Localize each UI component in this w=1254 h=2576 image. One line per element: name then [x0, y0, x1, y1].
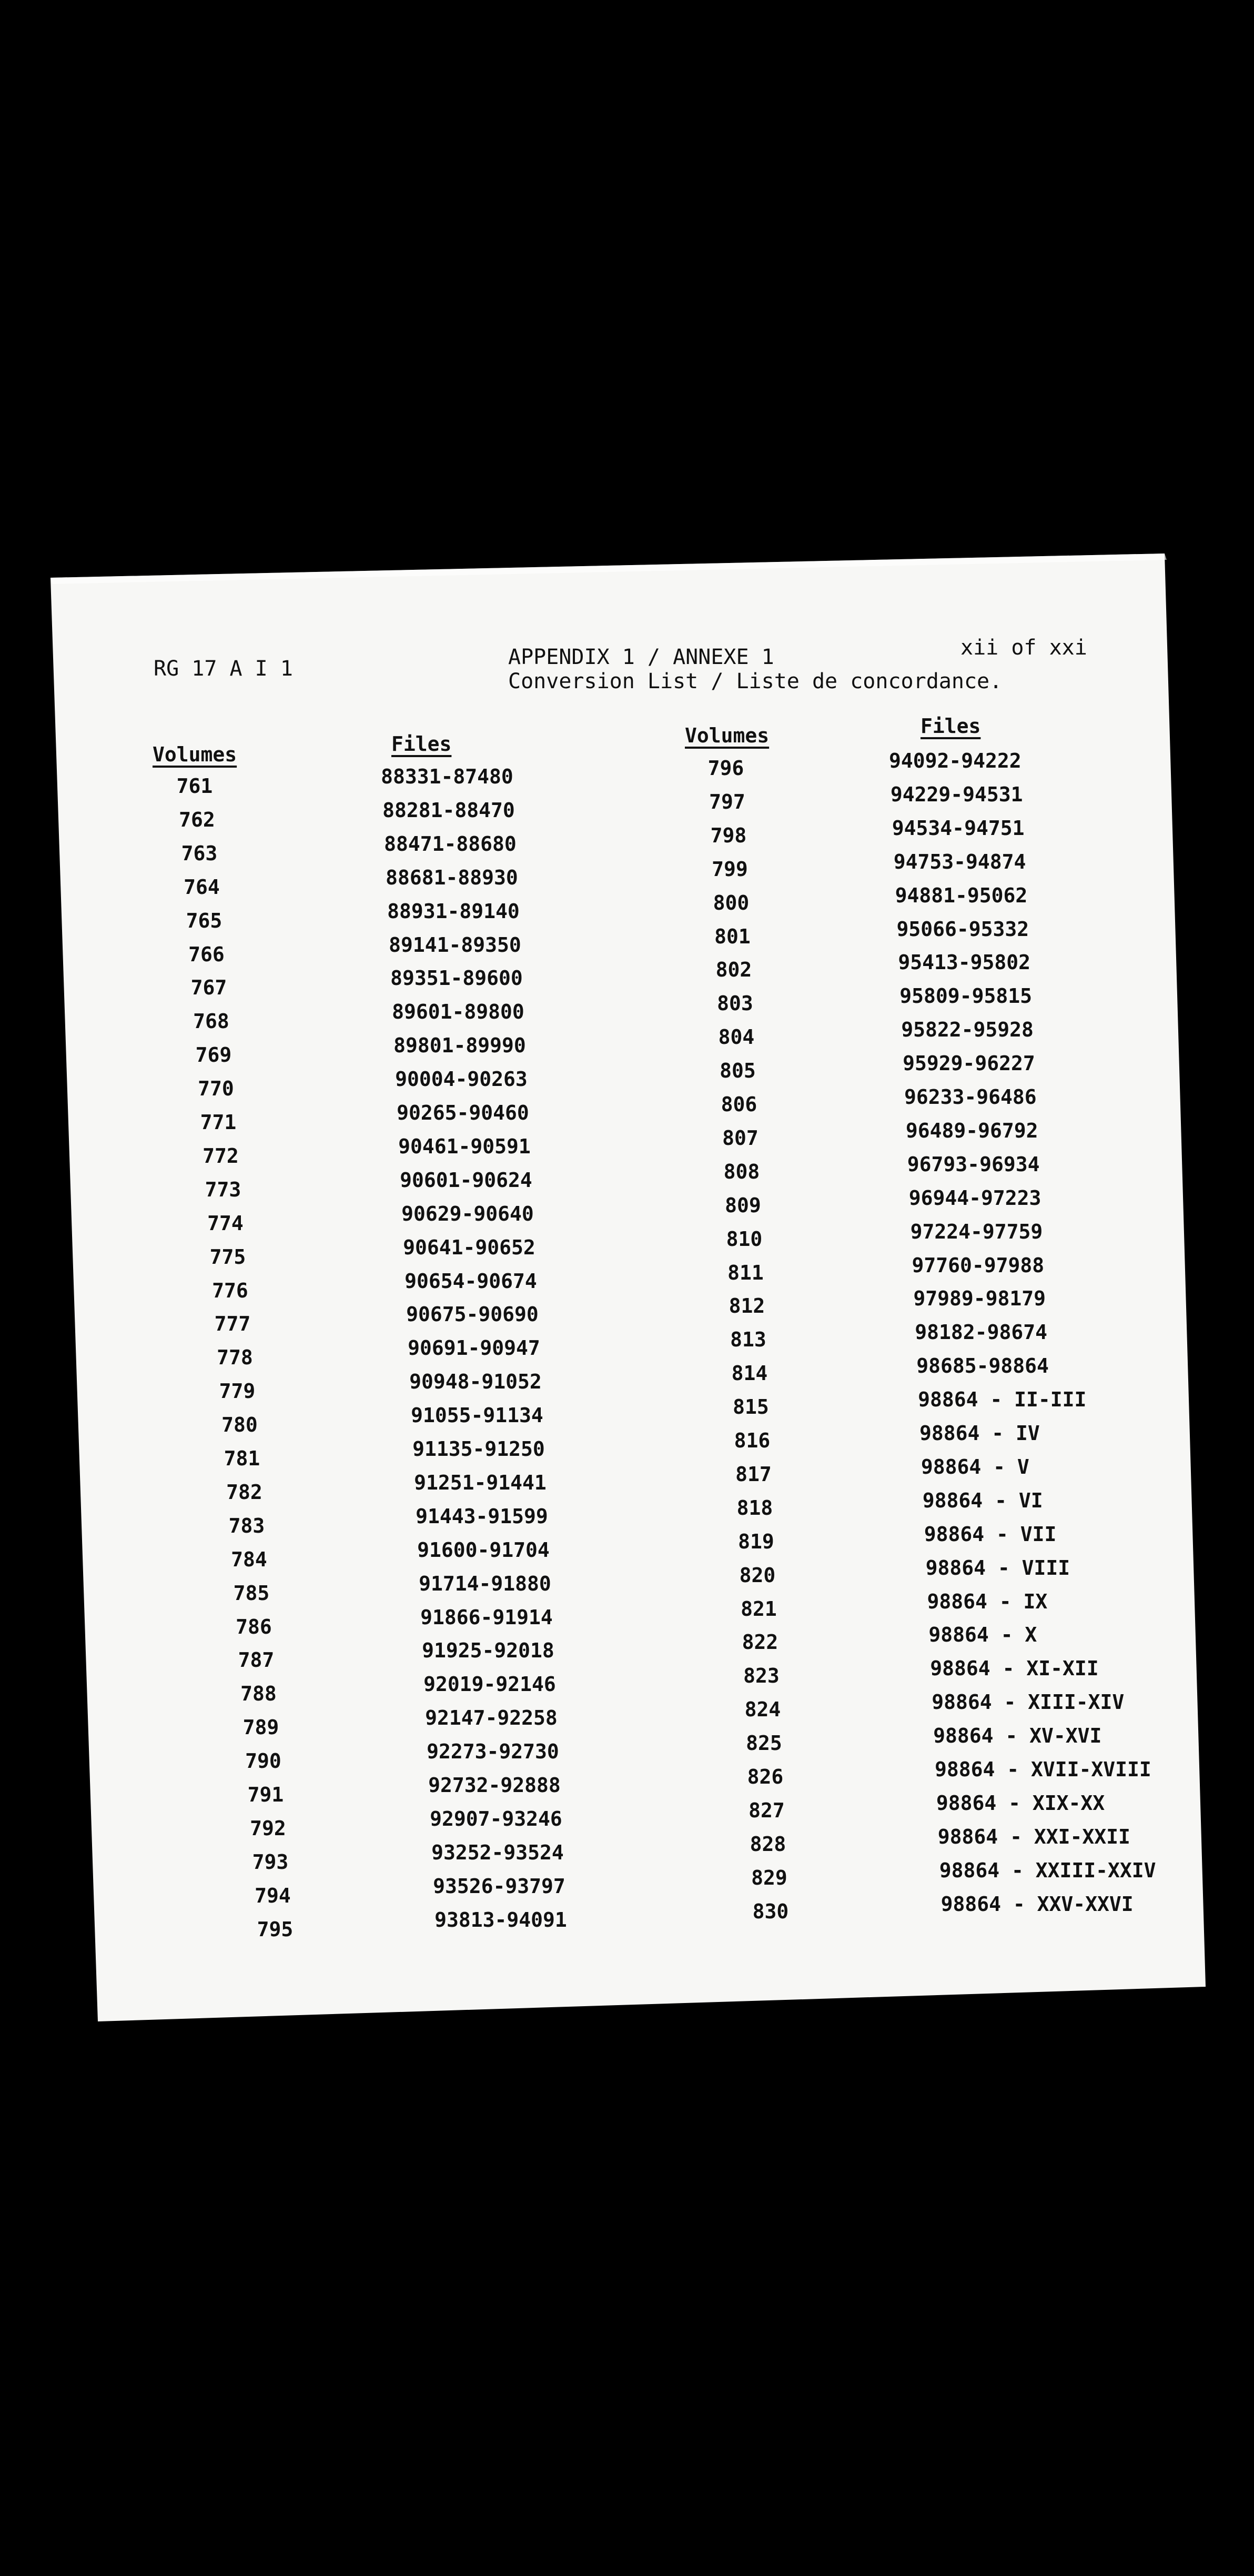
- file-range: 98864 - IX: [927, 1589, 1048, 1613]
- volume-number: 806: [721, 1093, 757, 1116]
- volume-number: 824: [744, 1698, 781, 1722]
- volume-number: 791: [247, 1783, 284, 1806]
- file-range: 91443-91599: [416, 1504, 548, 1528]
- file-range: 98864 - XIII-XIV: [932, 1690, 1125, 1714]
- file-range: 88331-87480: [381, 765, 513, 788]
- volume-number: 773: [205, 1178, 241, 1201]
- file-range: 89141-89350: [389, 933, 521, 957]
- volume-number: 767: [190, 976, 227, 1000]
- volume-number: 812: [729, 1294, 765, 1318]
- volume-number: 783: [228, 1514, 265, 1537]
- volume-number: 817: [735, 1462, 772, 1486]
- file-range: 98182-98674: [915, 1321, 1047, 1344]
- volume-number: 766: [188, 942, 225, 966]
- volume-number: 794: [255, 1884, 291, 1907]
- volume-number: 790: [245, 1749, 281, 1773]
- file-range: 90675-90690: [406, 1303, 539, 1326]
- volume-number: 819: [738, 1530, 774, 1553]
- volume-number: 781: [224, 1447, 260, 1470]
- volume-number: 825: [746, 1732, 782, 1755]
- volume-number: 775: [209, 1245, 246, 1269]
- volume-number: 792: [250, 1816, 286, 1840]
- right-files-header: Files: [921, 715, 981, 738]
- page-number: xii of xxi: [960, 636, 1087, 660]
- file-range: 95413-95802: [898, 951, 1031, 974]
- volume-number: 808: [723, 1160, 760, 1183]
- volume-number: 782: [226, 1480, 262, 1504]
- document-title: APPENDIX 1 / ANNEXE 1: [508, 645, 774, 669]
- file-range: 91714-91880: [419, 1572, 551, 1595]
- volume-number: 771: [200, 1111, 237, 1134]
- file-range: 96233-96486: [904, 1085, 1037, 1109]
- file-range: 94229-94531: [890, 782, 1023, 806]
- file-range: 88681-88930: [386, 866, 518, 889]
- volume-number: 809: [725, 1193, 761, 1217]
- file-range: 98864 - VIII: [925, 1556, 1070, 1579]
- volume-number: 779: [219, 1380, 256, 1403]
- file-range: 95822-95928: [901, 1018, 1034, 1042]
- volume-number: 769: [195, 1043, 232, 1067]
- file-range: 94753-94874: [893, 850, 1026, 873]
- volume-number: 776: [212, 1279, 248, 1302]
- file-range: 97760-97988: [912, 1253, 1045, 1277]
- file-range: 95929-96227: [903, 1052, 1035, 1075]
- file-range: 98864 - X: [928, 1623, 1037, 1647]
- volume-number: 823: [743, 1664, 780, 1688]
- file-range: 93526-93797: [433, 1874, 565, 1898]
- file-range: 98864 - XI-XII: [930, 1657, 1099, 1681]
- file-range: 91055-91134: [411, 1404, 543, 1427]
- file-range: 90004-90263: [395, 1068, 528, 1091]
- file-range: 96489-96792: [905, 1119, 1038, 1142]
- volume-number: 772: [203, 1144, 239, 1168]
- file-range: 89801-89990: [393, 1034, 526, 1058]
- volume-number: 761: [176, 774, 213, 798]
- file-range: 97224-97759: [910, 1220, 1043, 1243]
- volume-number: 778: [217, 1346, 253, 1370]
- volume-number: 826: [747, 1765, 784, 1788]
- file-range: 89351-89600: [390, 967, 523, 990]
- volume-number: 764: [184, 875, 220, 899]
- file-range: 94534-94751: [892, 816, 1025, 840]
- volume-number: 807: [722, 1126, 759, 1150]
- volume-number: 822: [742, 1631, 778, 1654]
- file-range: 98864 - XXI-XXII: [937, 1825, 1130, 1848]
- file-range: 90691-90947: [408, 1336, 540, 1360]
- volume-number: 763: [181, 841, 218, 865]
- left-files-header: Files: [391, 732, 452, 756]
- volume-number: 803: [717, 992, 753, 1015]
- file-range: 98864 - IV: [919, 1422, 1040, 1445]
- document-subtitle: Conversion List / Liste de concordance.: [508, 669, 1003, 693]
- file-range: 94881-95062: [895, 883, 1028, 907]
- volume-number: 777: [214, 1312, 251, 1336]
- file-range: 92147-92258: [425, 1706, 558, 1730]
- volume-number: 815: [733, 1395, 769, 1419]
- volume-number: 820: [739, 1563, 776, 1587]
- file-range: 98864 - VII: [924, 1522, 1057, 1546]
- volume-number: 810: [726, 1227, 763, 1251]
- file-range: 95809-95815: [899, 984, 1032, 1008]
- file-range: 90641-90652: [403, 1235, 535, 1259]
- file-range: 90601-90624: [400, 1168, 532, 1192]
- volume-number: 816: [734, 1429, 771, 1452]
- volume-number: 788: [240, 1682, 277, 1706]
- volume-number: 765: [186, 909, 223, 932]
- volume-number: 770: [198, 1077, 234, 1101]
- volume-number: 762: [179, 808, 215, 831]
- volume-number: 797: [709, 790, 745, 813]
- file-range: 92019-92146: [423, 1673, 556, 1696]
- file-range: 98864 - V: [921, 1455, 1029, 1478]
- volume-number: 802: [715, 958, 752, 982]
- file-range: 96944-97223: [908, 1186, 1041, 1210]
- volume-number: 786: [236, 1615, 272, 1638]
- volume-number: 784: [231, 1547, 267, 1571]
- file-range: 98864 - XXV-XXVI: [940, 1892, 1134, 1916]
- volume-number: 818: [736, 1496, 773, 1520]
- volume-number: 801: [714, 924, 751, 948]
- volume-number: 800: [713, 891, 750, 914]
- volume-number: 799: [712, 857, 748, 881]
- volume-number: 774: [207, 1211, 244, 1235]
- volume-number: 785: [233, 1581, 270, 1605]
- file-range: 90461-90591: [398, 1134, 531, 1158]
- file-range: 89601-89800: [392, 1000, 524, 1024]
- volume-number: 796: [707, 757, 744, 780]
- volume-number: 829: [751, 1866, 787, 1889]
- volume-number: 780: [221, 1413, 258, 1437]
- file-range: 98864 - XXIII-XXIV: [939, 1858, 1156, 1882]
- volume-number: 795: [257, 1917, 294, 1941]
- file-range: 98864 - II-III: [918, 1388, 1087, 1412]
- volume-number: 798: [710, 823, 747, 847]
- file-range: 93252-93524: [431, 1840, 564, 1864]
- file-range: 88281-88470: [382, 798, 515, 822]
- file-range: 88931-89140: [387, 899, 520, 923]
- file-range: 96793-96934: [907, 1152, 1040, 1176]
- file-range: 91135-91250: [412, 1437, 545, 1461]
- left-volumes-header: Volumes: [153, 743, 237, 766]
- volume-number: 830: [752, 1899, 789, 1923]
- file-range: 90948-91052: [409, 1370, 542, 1394]
- file-range: 92907-93246: [430, 1807, 562, 1830]
- volume-number: 814: [731, 1362, 768, 1385]
- volume-number: 805: [720, 1059, 756, 1083]
- volume-number: 828: [750, 1832, 786, 1856]
- file-range: 88471-88680: [384, 832, 517, 856]
- file-range: 90654-90674: [404, 1269, 537, 1293]
- file-range: 95066-95332: [896, 917, 1029, 941]
- file-range: 97989-98179: [913, 1287, 1046, 1311]
- right-volumes-header: Volumes: [685, 724, 770, 747]
- file-range: 91925-92018: [422, 1639, 554, 1663]
- file-range: 98864 - XIX-XX: [936, 1791, 1105, 1815]
- volume-number: 827: [749, 1798, 785, 1822]
- file-range: 90629-90640: [401, 1202, 534, 1225]
- volume-number: 821: [741, 1597, 777, 1621]
- volume-number: 813: [730, 1328, 766, 1352]
- file-range: 93813-94091: [434, 1908, 567, 1931]
- volume-number: 768: [193, 1010, 229, 1033]
- file-range: 98864 - XVII-XVIII: [935, 1758, 1151, 1781]
- file-range: 91600-91704: [417, 1538, 550, 1562]
- volume-number: 793: [252, 1850, 289, 1874]
- volume-number: 789: [242, 1716, 279, 1739]
- file-range: 90265-90460: [397, 1101, 529, 1124]
- file-range: 98864 - VI: [922, 1488, 1043, 1512]
- file-range: 94092-94222: [889, 749, 1022, 772]
- file-range: 91866-91914: [420, 1605, 553, 1629]
- file-range: 92273-92730: [427, 1740, 559, 1764]
- file-range: 91251-91441: [414, 1471, 547, 1494]
- record-group-reference: RG 17 A I 1: [154, 657, 293, 681]
- volume-number: 804: [718, 1025, 755, 1049]
- volume-number: 811: [727, 1261, 764, 1284]
- file-range: 92732-92888: [428, 1774, 561, 1797]
- volume-number: 787: [238, 1648, 275, 1672]
- file-range: 98864 - XV-XVI: [933, 1724, 1102, 1748]
- file-range: 98685-98864: [916, 1354, 1049, 1378]
